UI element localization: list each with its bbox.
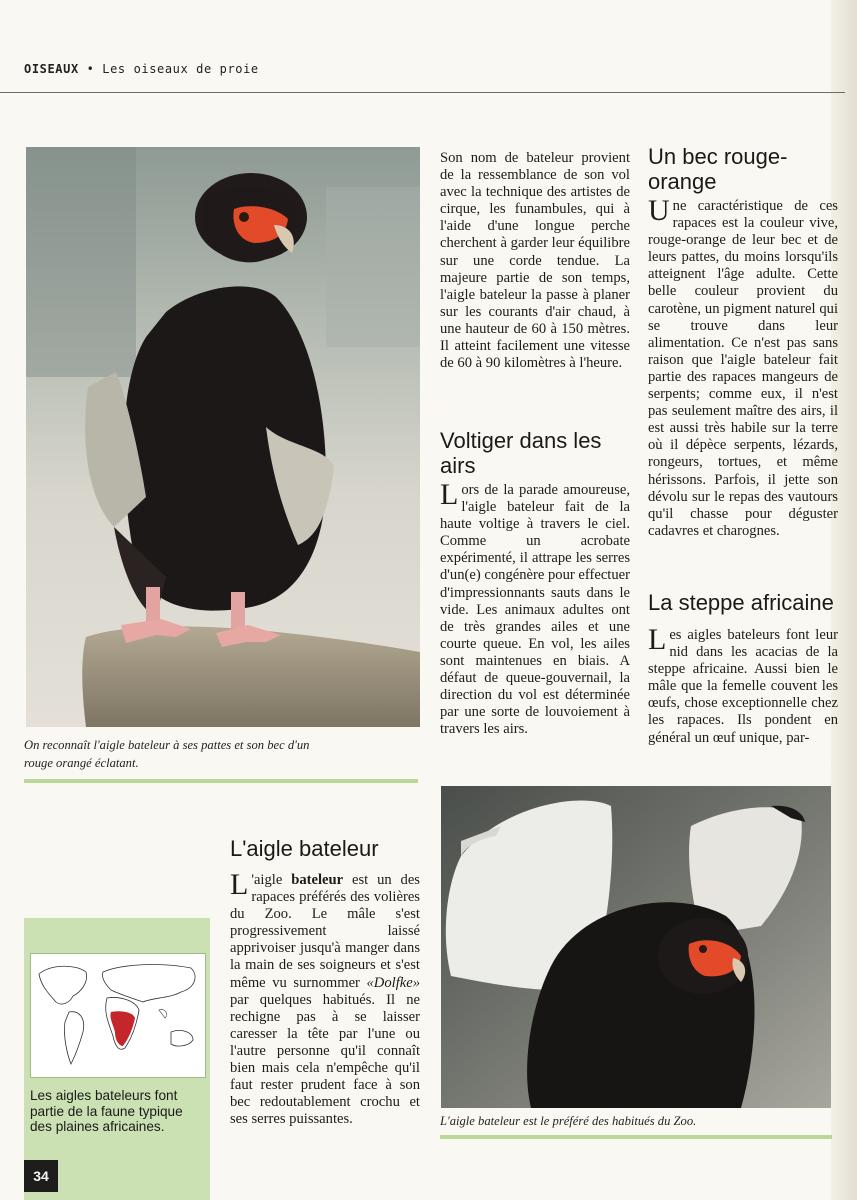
heading-bec: Un bec rouge-orange [648, 144, 788, 194]
aigle-text-3: par quelques habitués. Il ne rechigne pas à se laisser caresser la tête par l'une ou l'autre personne qu'il connaît bien mais cela n'empêche qu'il faut rester prudent face à son bec redoutablement crochu et ses serres puissantes. [230, 991, 420, 1128]
aigle-dropcap: L [230, 868, 249, 901]
aigle-nickname: «Dolfke» [366, 974, 420, 991]
voltiger-text-block [440, 478, 630, 738]
heading-aigle-bateleur: L'aigle bateleur [230, 836, 379, 861]
aigle-bold-word: bateleur [291, 872, 344, 888]
heading-voltiger: Voltiger dans les airs [440, 428, 602, 478]
steppe-text: es aigles bateleurs font leur nid dans les acacias de la steppe africaine. Aussi bien le mâle que la femelle couvent les œufs, chose exceptionnelle chez les rapaces. Ils pondent en général un œuf unique, par- [648, 627, 838, 746]
steppe-dropcap: L [648, 623, 667, 656]
steppe-text-block [648, 623, 838, 747]
aigle-text-1: 'aigle [251, 872, 292, 888]
page-number: 34 [24, 1160, 58, 1192]
header-section: OISEAUX [24, 62, 79, 76]
photo-eagle-wings [441, 786, 831, 1108]
bec-text-block [648, 194, 838, 540]
photo2-caption: L'aigle bateleur est le préféré des habitués du Zoo. [440, 1114, 697, 1128]
aigle-text-block [230, 868, 420, 1128]
map-caption: Les aigles bateleurs font partie de la faune typique des plaines africaines. [30, 1088, 183, 1135]
green-rule-right [440, 1135, 832, 1139]
running-header [24, 62, 259, 76]
bec-dropcap: U [648, 194, 670, 227]
aigle-text-2: est un des rapaces préférés des volières du Zoo. Le mâle s'est progressivement laissé apprivoiser jusqu'à manger dans la main de ses soigneurs et s'est même vu surnommer [230, 872, 420, 991]
photo1-caption: On reconnaît l'aigle bateleur à ses pattes et son bec d'un rouge orangé éclatant. [24, 738, 310, 770]
bec-text: ne caractéristique de ces rapaces est la couleur vive, rouge-orange de leur bec et de leurs pattes, du moins lorsqu'ils atteignent l'âge adulte. Cette belle couleur provient du carotène, un pigment naturel qui se trouve dans leur alimentation. Ce n'est pas sans raison que l'aigle bateleur fait partie des rapaces mangeurs de serpents; comme eux, il n'est pas seulement maître des airs, il est aussi très habile sur la terre où il dépèce serpents, lézards, rongeurs, tortues, et même hérissons. Parfois, il jette son dévolu sur le repas des vautours qu'il chasse pour déguster cadavres et charognes. [648, 198, 838, 539]
middle-column-text: Son nom de bateleur provient de la ressemblance de son vol avec la technique des artistes de cirque, les funambules, qui à l'aide d'une longue perche cherchent à garder leur équilibre sur une corde tendue. La majeure partie de son temps, l'aigle bateleur la passe à planer sur les courants d'air chaud, à une hauteur de 60 à 150 mètres. Il atteint facilement une vitesse de 60 à 90 kilomètres à l'heure. [440, 150, 630, 372]
header-rule [0, 92, 845, 93]
world-map [30, 953, 206, 1078]
header-bullet: • [86, 62, 95, 76]
header-subsection: Les oiseaux de proie [102, 62, 259, 76]
heading-steppe: La steppe africaine [648, 590, 834, 615]
green-rule-left [24, 779, 418, 783]
voltiger-text: ors de la parade amoureuse, l'aigle bateleur fait de la haute voltige à travers le ciel. Comme un acrobate expérimenté, il attrape les serres d'un(e) congénère pour effectuer d'impressionnants sauts dans le vide. Les animaux adultes ont de très grandes ailes et une courte queue. En vol, les ailes sont maintenues en biais. A défaut de queue-gouvernail, la direction du vol est déterminée par une sorte de louvoiement à travers les airs. [440, 482, 630, 738]
photo-eagle-perched [26, 147, 420, 727]
voltiger-dropcap: L [440, 478, 459, 511]
